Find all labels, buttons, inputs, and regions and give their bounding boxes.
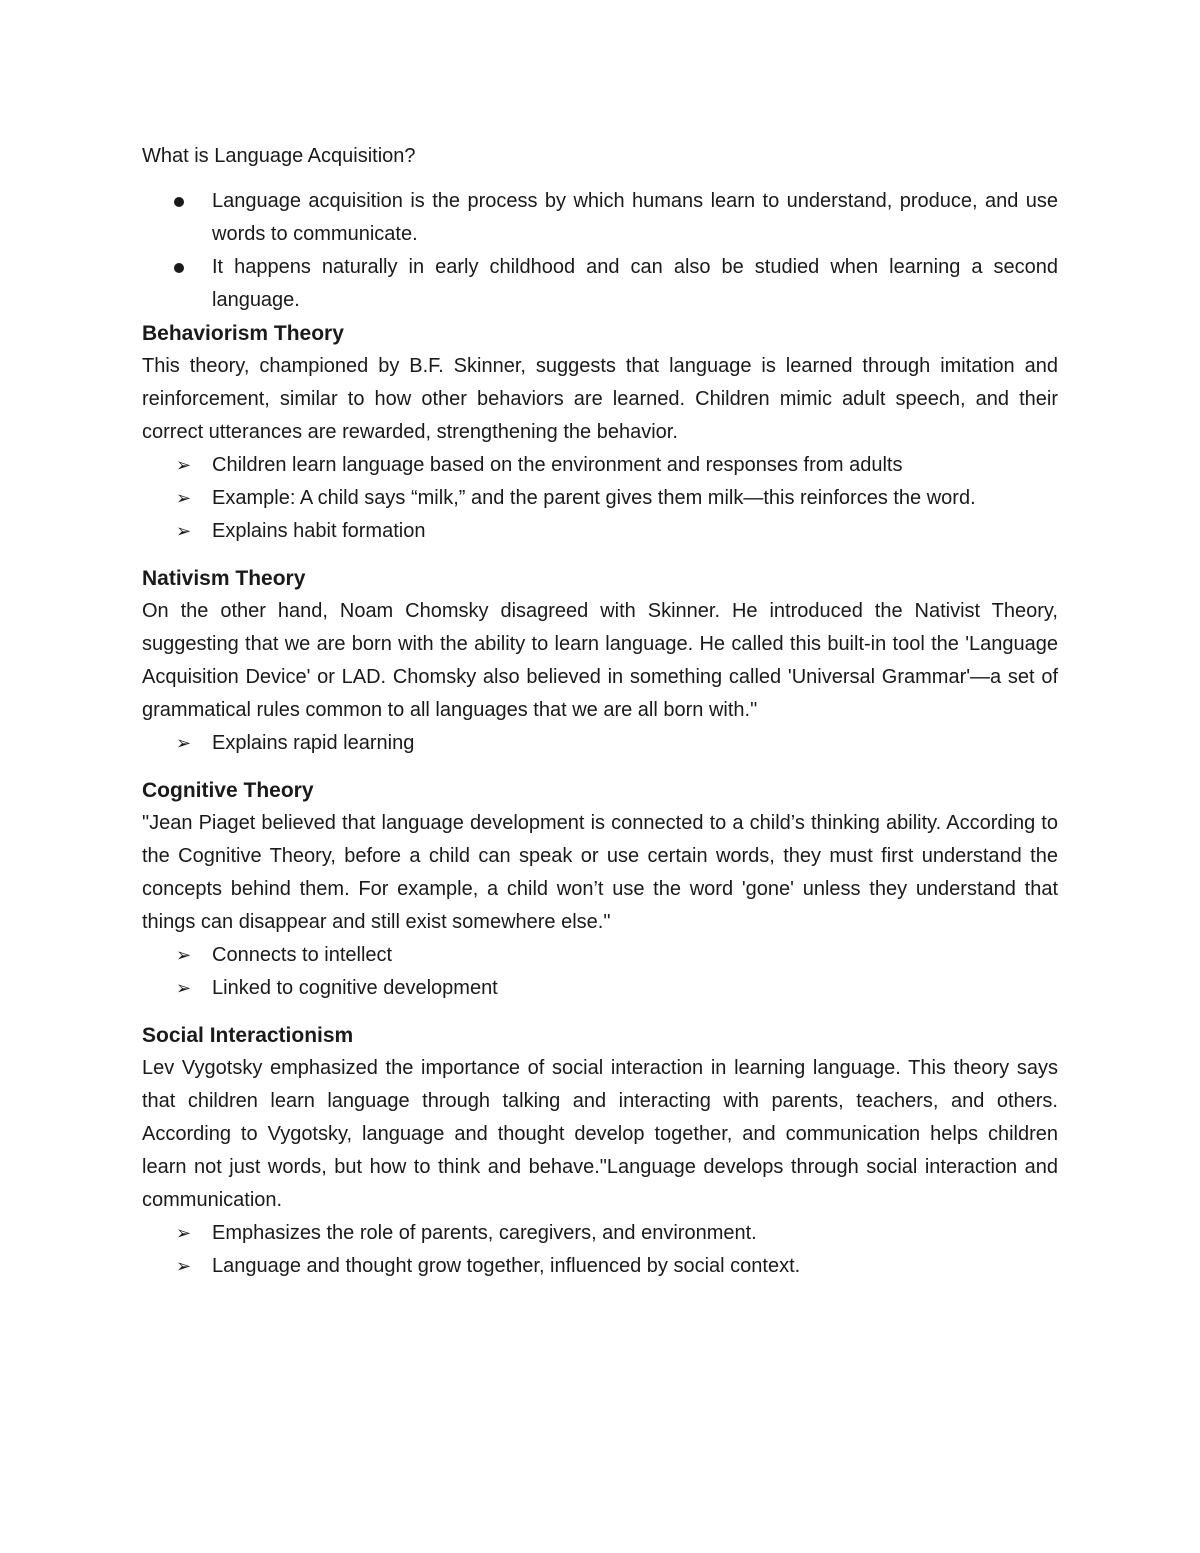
section-heading: Cognitive Theory	[142, 779, 314, 802]
intro-bullet-text: It happens naturally in early childhood and can also be studied when learning a second language.	[212, 256, 1058, 311]
arrow-bullet-icon: ➢	[176, 733, 192, 754]
section-point	[142, 1250, 1058, 1283]
intro-bullet-list	[142, 185, 1058, 317]
section-point	[142, 482, 1058, 515]
section-point	[142, 1217, 1058, 1250]
bullet-dot-icon	[174, 197, 184, 207]
arrow-bullet-icon: ➢	[176, 978, 192, 999]
section-point	[142, 727, 1058, 760]
document-page	[142, 140, 1058, 1283]
section-point-text: Connects to intellect	[212, 944, 393, 966]
section-heading: Nativism Theory	[142, 567, 306, 590]
section-point-text: Example: A child says “milk,” and the parent gives them milk—this reinforces the word.	[212, 487, 976, 509]
section-body: On the other hand, Noam Chomsky disagreed with Skinner. He introduced the Nativist Theory, suggesting that we are born with the ability to learn language. He called this built-in tool the 'Language Acquisition Device' or LAD. Chomsky also believed in something called 'Universal Grammar'—a set of grammatical rules common to all languages that we are all born with."	[142, 600, 1058, 721]
bullet-dot-icon	[174, 263, 184, 273]
section-point-text: Emphasizes the role of parents, caregivers, and environment.	[212, 1222, 757, 1244]
arrow-bullet-icon: ➢	[176, 488, 192, 509]
section-social-interactionism	[142, 1019, 1058, 1283]
section-point-list	[142, 1217, 1058, 1283]
section-point-text: Explains rapid learning	[212, 732, 415, 754]
intro-bullet-item	[142, 185, 1058, 251]
section-behaviorism	[142, 317, 1058, 548]
section-point	[142, 939, 1058, 972]
arrow-bullet-icon: ➢	[176, 945, 192, 966]
section-heading: Social Interactionism	[142, 1024, 354, 1047]
section-body: This theory, championed by B.F. Skinner, suggests that language is learned through imitation and reinforcement, similar to how other behaviors are learned. Children mimic adult speech, and their correct utterances are rewarded, strengthening the behavior.	[142, 355, 1058, 443]
section-heading: Behaviorism Theory	[142, 322, 344, 345]
section-point	[142, 449, 1058, 482]
intro-title: What is Language Acquisition?	[142, 145, 416, 167]
section-point-text: Linked to cognitive development	[212, 977, 498, 999]
intro-bullet-item	[142, 251, 1058, 317]
section-point-list	[142, 449, 1058, 548]
arrow-bullet-icon: ➢	[176, 1223, 192, 1244]
arrow-bullet-icon: ➢	[176, 455, 192, 476]
arrow-bullet-icon: ➢	[176, 1256, 192, 1277]
section-point-text: Explains habit formation	[212, 520, 426, 542]
section-body: Lev Vygotsky emphasized the importance of social interaction in learning language. This theory says that children learn language through talking and interacting with parents, teachers, and others. According to Vygotsky, language and thought develop together, and communication helps children learn not just words, but how to think and behave."Language develops through social interaction and communication.	[142, 1057, 1058, 1211]
section-point	[142, 515, 1058, 548]
arrow-bullet-icon: ➢	[176, 521, 192, 542]
section-point-text: Children learn language based on the environment and responses from adults	[212, 454, 903, 476]
section-nativism	[142, 562, 1058, 760]
intro-bullet-text: Language acquisition is the process by which humans learn to understand, produce, and use words to communicate.	[212, 190, 1058, 245]
section-point-text: Language and thought grow together, influenced by social context.	[212, 1255, 801, 1277]
section-point-list	[142, 939, 1058, 1005]
section-point	[142, 972, 1058, 1005]
section-body: "Jean Piaget believed that language development is connected to a child’s thinking ability. According to the Cognitive Theory, before a child can speak or use certain words, they must first understand the concepts behind them. For example, a child won’t use the word 'gone' unless they understand that things can disappear and still exist somewhere else."	[142, 812, 1058, 933]
section-cognitive	[142, 774, 1058, 1005]
section-point-list	[142, 727, 1058, 760]
